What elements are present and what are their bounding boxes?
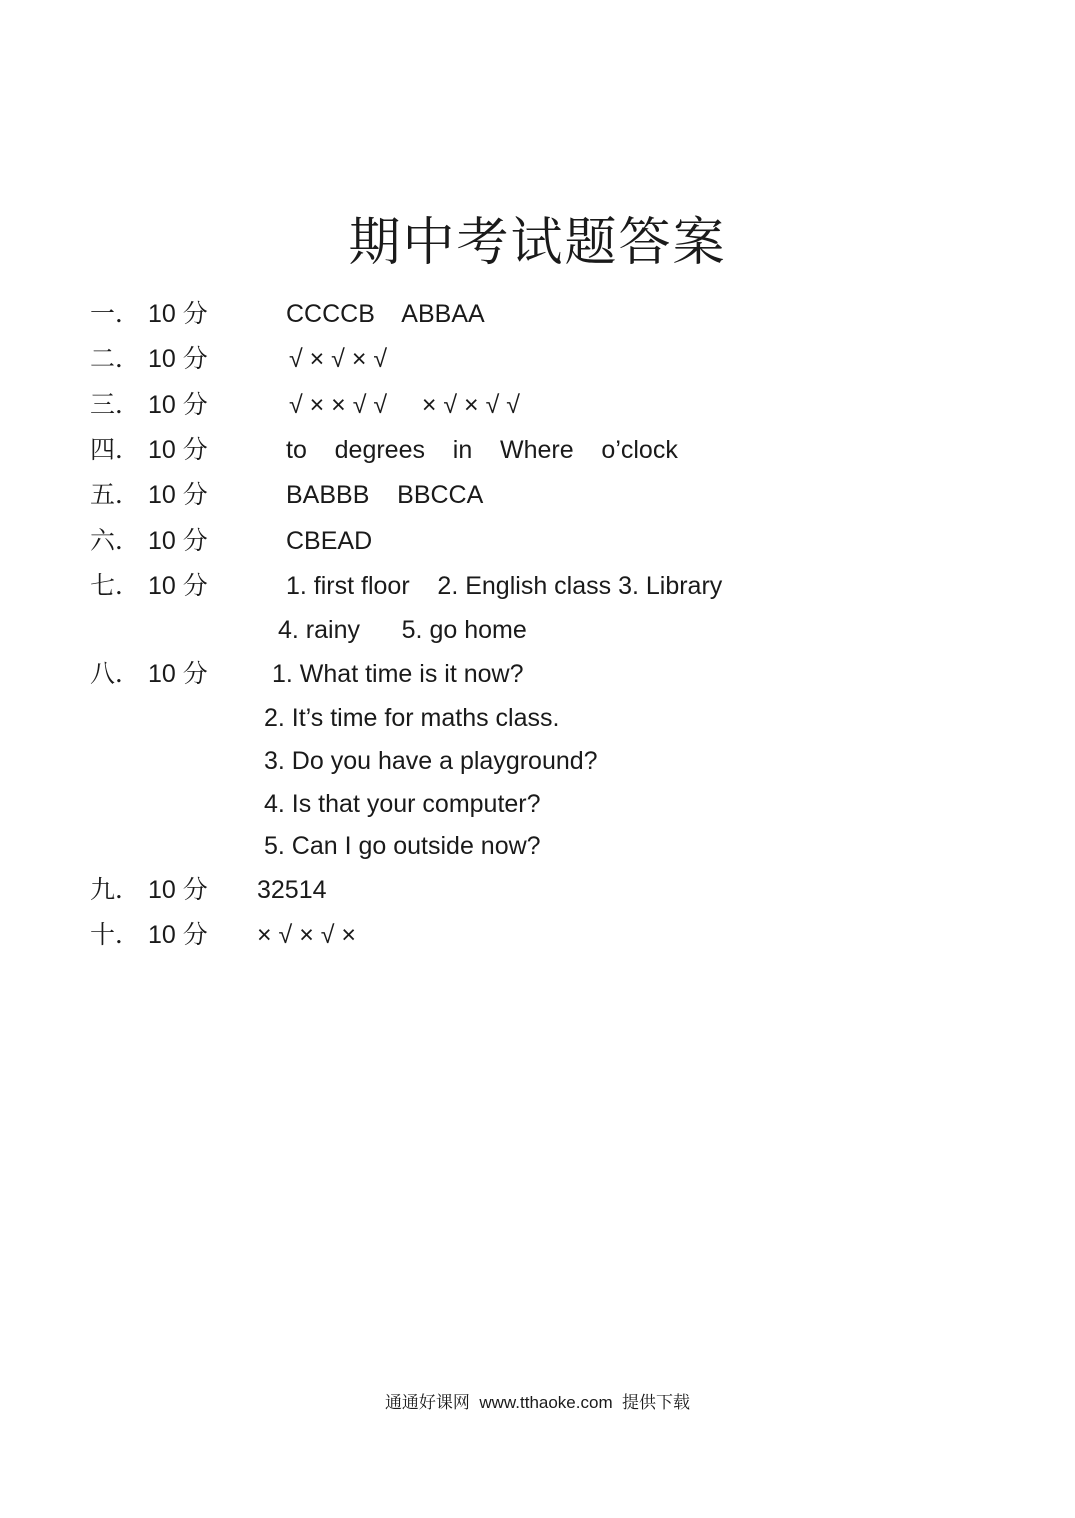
answer-row-4 xyxy=(0,430,1075,470)
section-answer-continuation: 3. Do you have a playground? xyxy=(264,747,598,775)
answer-row-8-cont-2 xyxy=(0,741,1075,781)
page-title: 期中考试题答案 xyxy=(348,213,727,273)
section-answer-continuation: 2. It’s time for maths class. xyxy=(264,704,560,732)
answer-row-5 xyxy=(0,475,1075,515)
answer-row-7-cont xyxy=(0,610,1075,650)
section-answer: 32514 xyxy=(257,876,327,904)
answer-row-10 xyxy=(0,915,1075,955)
section-points: 10 分 xyxy=(148,660,208,688)
section-points: 10 分 xyxy=(148,572,208,600)
section-answer: √ × × √ √ × √ × √ √ xyxy=(282,391,520,419)
answer-row-7 xyxy=(0,566,1075,606)
section-answer: BABBB BBCCA xyxy=(286,481,484,509)
section-number: 一． xyxy=(90,299,141,328)
answer-row-3 xyxy=(0,385,1075,425)
section-answer: 1. first floor 2. English class 3. Library xyxy=(286,572,723,600)
section-number: 三． xyxy=(90,390,141,419)
section-answer-continuation: 4. rainy 5. go home xyxy=(278,616,527,644)
section-number: 二． xyxy=(90,344,141,373)
section-points: 10 分 xyxy=(148,876,208,904)
answer-row-8-cont-4 xyxy=(0,826,1075,866)
footer-source: 通通好课网 www.tthaoke.com 提供下载 xyxy=(384,1393,691,1412)
section-answer: √ × √ × √ xyxy=(282,345,388,373)
section-number: 十． xyxy=(90,920,141,949)
section-number: 九． xyxy=(90,875,141,904)
section-points: 10 分 xyxy=(148,391,208,419)
section-points: 10 分 xyxy=(148,921,208,949)
section-answer-continuation: 5. Can I go outside now? xyxy=(264,832,541,860)
answer-row-8 xyxy=(0,654,1075,694)
section-points: 10 分 xyxy=(148,436,208,464)
section-answer: to degrees in Where o’clock xyxy=(286,436,678,464)
section-number: 七． xyxy=(90,571,141,600)
section-points: 10 分 xyxy=(148,300,208,328)
answer-row-2 xyxy=(0,339,1075,379)
section-answer: CCCCB ABBAA xyxy=(286,300,485,328)
answer-row-9 xyxy=(0,870,1075,910)
section-number: 六． xyxy=(90,526,141,555)
section-answer: × √ × √ × xyxy=(257,921,357,949)
answer-row-6 xyxy=(0,521,1075,561)
section-answer: 1. What time is it now? xyxy=(272,660,524,688)
section-answer-continuation: 4. Is that your computer? xyxy=(264,790,541,818)
answer-row-1 xyxy=(0,294,1075,334)
section-number: 五． xyxy=(90,480,141,509)
section-number: 八． xyxy=(90,659,141,688)
section-points: 10 分 xyxy=(148,345,208,373)
answer-row-8-cont-1 xyxy=(0,698,1075,738)
section-number: 四． xyxy=(90,435,141,464)
answer-row-8-cont-3 xyxy=(0,784,1075,824)
section-points: 10 分 xyxy=(148,527,208,555)
section-points: 10 分 xyxy=(148,481,208,509)
section-answer: CBEAD xyxy=(286,527,373,555)
